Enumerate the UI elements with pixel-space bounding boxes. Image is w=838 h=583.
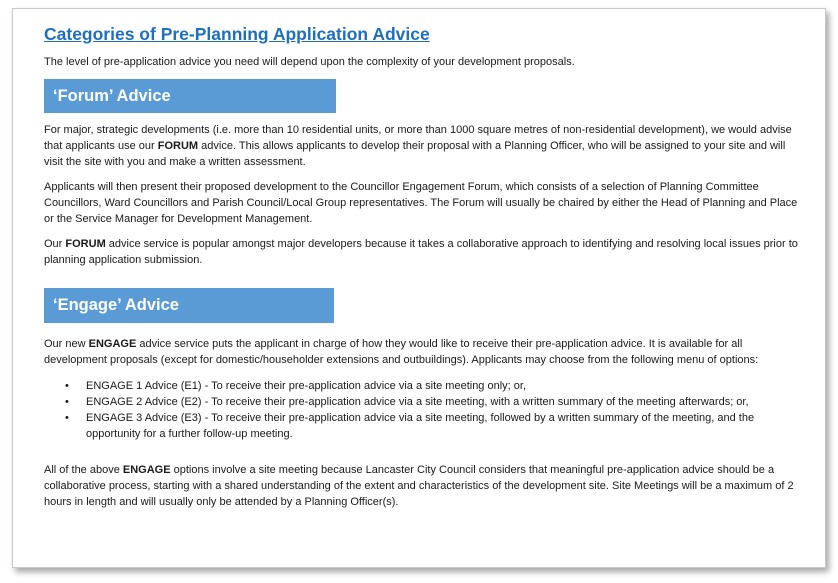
final-text-b: options involve a site meeting because Lancaster City Council considers that meaningful pre-application advice should be a collaborative process, starting with a shared understanding of the extent and characteristics of the development site. Site Meetings will be a maximum of 2 hours in length and will usually only be attended by a Planning Officer(s). xyxy=(44,464,794,508)
forum-p1-keyword: FORUM xyxy=(157,140,199,152)
engage-paragraph-1 xyxy=(44,336,804,368)
bullet-icon: • xyxy=(65,412,69,424)
engage-final-paragraph xyxy=(44,462,804,510)
option-text: ENGAGE 3 Advice (E3) - To receive their pre-application advice via a site meeting, followed by a written summary of the meeting, and the opportunity for a further follow-up meeting. xyxy=(86,412,755,440)
engage-options-list xyxy=(44,378,804,442)
forum-advice-heading: ‘Forum’ Advice xyxy=(44,79,336,113)
forum-paragraph-2: Applicants will then present their proposed development to the Councillor Engagement Forum, which consists of a selection of Planning Committee Councillors, Ward Councillors and Parish Council/Local Group representatives. The Forum will usually be chaired by either the Head of Planning and Place or the Service Manager for Development Management. xyxy=(44,181,798,225)
intro-paragraph: The level of pre-application advice you need will depend upon the complexity of your development proposals. xyxy=(44,56,575,68)
forum-paragraph-1 xyxy=(44,122,804,170)
document-page xyxy=(12,8,826,568)
document-content xyxy=(44,23,804,510)
list-item xyxy=(44,394,804,410)
forum-paragraph-3 xyxy=(44,236,804,268)
option-text: ENGAGE 2 Advice (E2) - To receive their pre-application advice via a site meeting, with a written summary of the meeting afterwards; or, xyxy=(86,396,749,408)
forum-p3-text-b: advice service is popular amongst major developers because it takes a collaborative approach to identifying and resolving local issues prior to planning application submission. xyxy=(44,238,798,266)
forum-p3-keyword: FORUM xyxy=(65,238,106,250)
engage-p1-text-a: Our new xyxy=(44,338,89,350)
engage-advice-heading: ‘Engage’ Advice xyxy=(44,288,334,323)
list-item xyxy=(44,378,804,394)
bullet-icon: • xyxy=(65,380,69,392)
forum-p1-text-a: For major, strategic developments (i.e. more than 10 residential units, or more than 1000 square metres of non-residential development), we would advise that applicants use our xyxy=(44,124,792,152)
option-text: ENGAGE 1 Advice (E1) - To receive their pre-application advice via a site meeting only; or, xyxy=(86,380,527,392)
final-text-a: All of the above xyxy=(44,464,123,476)
final-keyword: ENGAGE xyxy=(122,464,171,476)
forum-p3-text-a: Our xyxy=(44,238,66,250)
engage-p1-text-b: advice service puts the applicant in charge of how they would like to receive their pre-application advice. It is available for all development proposals (except for domestic/householder extensions and outbuildings). Applicants may choose from the following menu of options: xyxy=(44,338,759,366)
page-title[interactable]: Categories of Pre-Planning Application Advice xyxy=(44,24,430,44)
engage-p1-keyword: ENGAGE xyxy=(88,338,137,350)
list-item xyxy=(44,410,804,442)
forum-p1-text-b: advice. This allows applicants to develop their proposal with a Planning Officer, who will be assigned to your site and will visit the site with you and make a written assessment. xyxy=(44,140,786,168)
bullet-icon: • xyxy=(65,396,69,408)
